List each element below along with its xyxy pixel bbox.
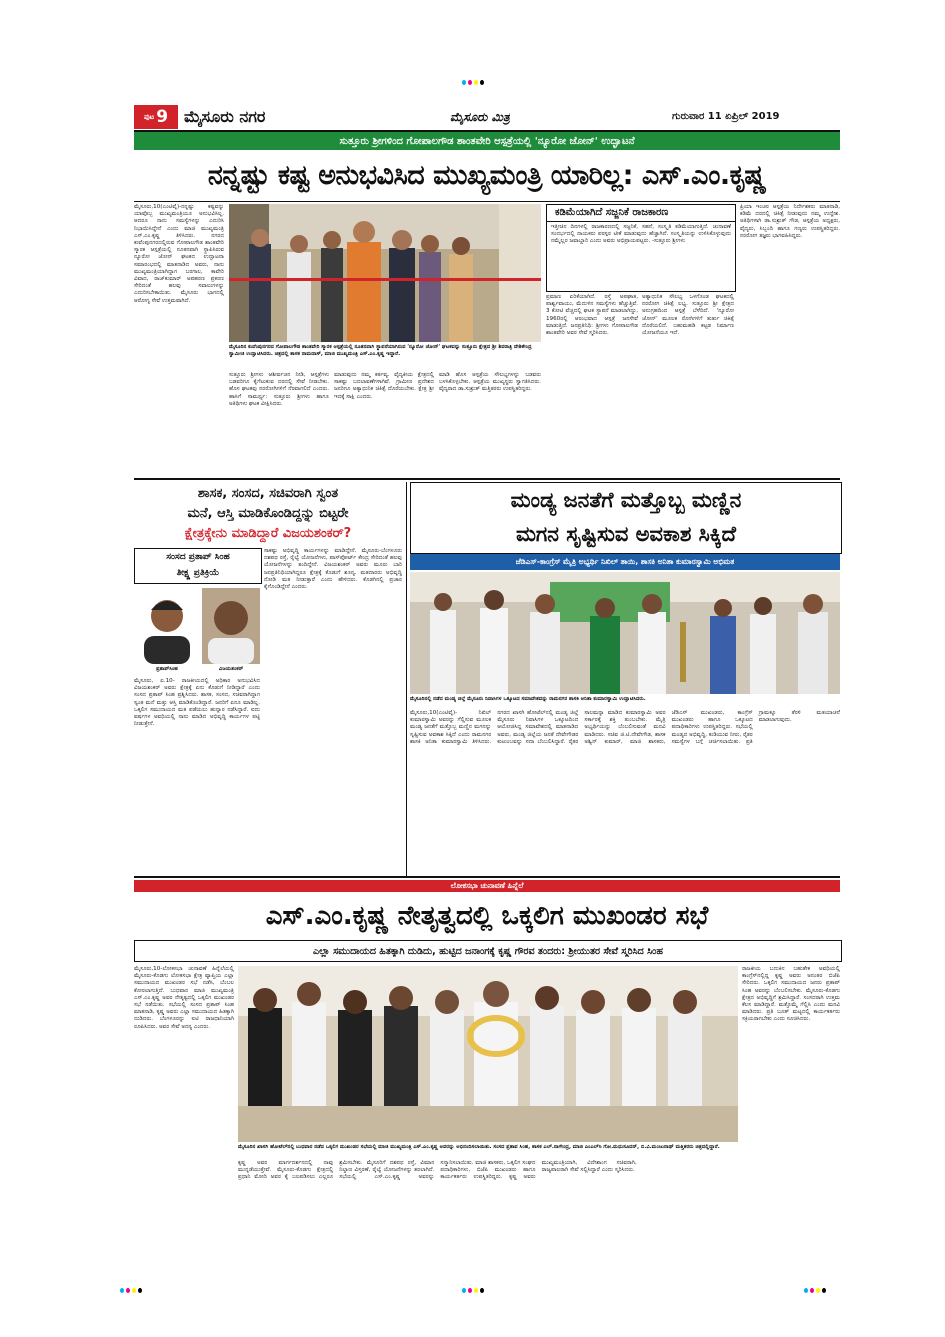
sidebar-box-text: ಇತ್ತೀಚಿನ ದಿನಗಳಲ್ಲಿ ರಾಜಕಾರಣದಲ್ಲಿ ಸಜ್ಜನಿಕೆ, ಸಹನೆ, ಸಂಸ್ಕೃತಿ ಕಡಿಮೆಯಾಗುತ್ತಿದೆ. ಚುನಾವಣೆ ಸಂದರ್ಭದಲ್ಲಿ ನಾಯಕರು ಪರಸ್ಪರ ಟೀಕೆ ಮಾಡುವುದು ಹೆಚ್ಚಾಗಿದೆ. ಸಂಸ್ಕೃತಿಯನ್ನು ಉಳಿಸಿಕೊಳ್ಳುವುದು ನಮ್ಮೆಲ್ಲರ ಜವಾಬ್ದಾರಿ ಎಂದು ಅವರು ಅಭಿಪ್ರಾಯಪಟ್ಟರು. -ಸುತ್ತೂರು ಶ್ರೀಗಳು [551,224,731,245]
story2-headline-line1: ಶಾಸಕ, ಸಂಸದ, ಸಚಿವರಾಗಿ ಸ್ವಂತ [197,486,339,501]
page-number: 9 [156,107,169,127]
registration-mark-right [804,1288,826,1294]
story3-bottom-rule [134,876,840,878]
story4-text-left: ಮೈಸೂರು,10-ಲೋಕಸಭಾ ಚುನಾವಣೆ ಹಿನ್ನೆಲೆಯಲ್ಲಿ ಮೈಸೂರು-ಕೊಡಗು ಲೋಕಸಭಾ ಕ್ಷೇತ್ರ ವ್ಯಾಪ್ತಿಯ ಎಲ್ಲಾ ಸಮುದಾಯದ ಮುಖಂಡರ ಸಭೆ ನಡೆಸಿ, ಬೆಂಬಲ ಕೋರಲಾಗುತ್ತಿದೆ. ಬುಧವಾರ ಮಾಜಿ ಮುಖ್ಯಮಂತ್ರಿ ಎಸ್.ಎಂ.ಕೃಷ್ಣ ಅವರ ನೇತೃತ್ವದಲ್ಲಿ ಒಕ್ಕಲಿಗ ಮುಖಂಡರ ಸಭೆ ನಡೆಯಿತು. ಸಭೆಯಲ್ಲಿ ಸಂಸದ ಪ್ರತಾಪ್ ಸಿಂಹ ಮಾತನಾಡಿ, ಕೃಷ್ಣ ಅವರು ಎಲ್ಲಾ ಸಮುದಾಯದ ಹಿತಕ್ಕಾಗಿ ದುಡಿದರು. ಬೆಂಗಳೂರನ್ನು ಐಟಿ ರಾಜಧಾನಿಯಾಗಿ ರೂಪಿಸಿದರು. ಅವರ ಸೇವೆ ಅನನ್ಯ ಎಂದರು. [134,966,234,1030]
reaction-label-name: ಸಂಸದ ಪ್ರತಾಪ್ ಸಿಂಹ [166,552,230,562]
story1-column-3: ಮಾಡುವುದು ನಮ್ಮ ಕರ್ತವ್ಯ. ವೈದ್ಯಕೀಯ ಕ್ಷೇತ್ರದಲ್ಲಿ ಸಾಕಷ್ಟು ಬದಲಾವಣೆಗಳಾಗಿವೆ. ಗ್ರಾಮೀಣ ಪ್ರದೇಶದ ಜನರಿಗೂ ಅತ್ಯಾಧುನಿಕ ಚಿಕಿತ್ಸೆ ದೊರೆಯಬೇಕು. ಕ್ಷೇತ್ರ ಶ್ರೀ ಇದಕ್ಕೆ ಸಾಕ್ಷಿ ಎಂದರು. [334,372,434,400]
story1-headline: ನನ್ನಷ್ಟು ಕಷ್ಟ ಅನುಭವಿಸಿದ ಮುಖ್ಯಮಂತ್ರಿ ಯಾರಿಲ್ಲ: ಎಸ್.ಎಂ.ಕೃಷ್ಣ [207,160,767,191]
story1-column-4: ಮಾಡಿ ಹೊಸ ಆಸ್ಪತ್ರೆಯ ಸೌಲಭ್ಯಗಳನ್ನು ಬಡವರು ಬಳಸಿಕೊಳ್ಳಬೇಕು. ಆಸ್ಪತ್ರೆಯ ಮುಖ್ಯಸ್ಥರು ಸ್ವಾಗತಿಸಿದರು. ವೈದ್ಯರಾದ ಡಾ.ಸುಶ್ರುತ್ ಮತ್ತಿತರರು ಉಪಸ್ಥಿತರಿದ್ದರು. [439,372,541,393]
story2-headline-line3: ಕ್ಷೇತ್ರಕ್ಕೇನು ಮಾಡಿದ್ದಾರೆ ವಿಜಯಶಂಕರ್? [184,526,352,541]
story3-headline-box [410,482,842,554]
paper-name: ಮೈಸೂರು ಮಿತ್ರ [450,110,510,124]
story4-kicker-band [134,880,840,892]
sidebar-box-title: ಕಡಿಮೆಯಾಗಿದೆ ಸಜ್ಜನಿಕೆ ರಾಜಕಾರಣ [547,205,735,222]
story2-text-right: ಸಾಕಷ್ಟು ಅಭಿವೃದ್ಧಿ ಕಾರ್ಯಗಳನ್ನು ಮಾಡಿದ್ದೇನೆ. ಮೈಸೂರು-ಬೆಂಗಳೂರು ದಶಪಥ ರಸ್ತೆ, ರೈಲ್ವೆ ಯೋಜನೆಗಳು, ಪಾಸ್‌ಪೋರ್ಟ್ ಕೇಂದ್ರ ಸೇರಿದಂತೆ ಹಲವು ಯೋಜನೆಗಳನ್ನು ತಂದಿದ್ದೇನೆ. ವಿಜಯಶಂಕರ್ ಅವರು ಮೂರು ಬಾರಿ ಜನಪ್ರತಿನಿಧಿಯಾಗಿದ್ದರೂ ಕ್ಷೇತ್ರಕ್ಕೆ ಕೊಡುಗೆ ಶೂನ್ಯ. ಮತದಾರರು ಅಭಿವೃದ್ಧಿ ನೋಡಿ ಮತ ನೀಡುತ್ತಾರೆ ಎಂದು ಹೇಳಿದರು. ಕೊಡಗಿನಲ್ಲಿ ಪ್ರಚಾರ ಕೈಗೊಂಡಿದ್ದೇನೆ ಎಂದರು. [264,548,402,591]
story1-column-1: ಮೈಸೂರು,10(ಎಂಟಿವೈ)-ನನ್ನಷ್ಟು ಕಷ್ಟವನ್ನು ಯಾವೊಬ್ಬ ಮುಖ್ಯಮಂತ್ರಿಯೂ ಅನುಭವಿಸಿಲ್ಲ. ಆದರೂ ನಾನು ಸಮಸ್ಯೆಗಳನ್ನು ಎದುರಿಸಿ ನಿಭಾಯಿಸಿದ್ದೇನೆ ಎಂದು ಮಾಜಿ ಮುಖ್ಯಮಂತ್ರಿ ಎಸ್.ಎಂ.ಕೃಷ್ಣ ತಿಳಿಸಿದರು. ನಗರದ ಕುವೆಂಪುನಗರದಲ್ಲಿರುವ ಗೋಪಾಲಗೌಡ ಶಾಂತವೇರಿ ಸ್ಮಾರಕ ಆಸ್ಪತ್ರೆಯಲ್ಲಿ ನೂತನವಾಗಿ ಸ್ಥಾಪಿಸಿರುವ ನ್ಯೂರೋ ಜೋನ್ ಘಟಕದ ಉದ್ಘಾಟನಾ ಸಮಾರಂಭದಲ್ಲಿ ಮಾತನಾಡಿದ ಅವರು, ನಾನು ಮುಖ್ಯಮಂತ್ರಿಯಾಗಿದ್ದಾಗ ಬರಗಾಲ, ಕಾವೇರಿ ವಿವಾದ, ರಾಜ್‌ಕುಮಾರ್ ಅಪಹರಣ ಪ್ರಕರಣ ಸೇರಿದಂತೆ ಹಲವು ಸವಾಲುಗಳನ್ನು ಎದುರಿಸಬೇಕಾಯಿತು. ಮೈಸೂರು ಭಾಗದಲ್ಲಿ ಆರೋಗ್ಯ ಸೇವೆ ಉತ್ತಮವಾಗಿದೆ. [134,204,224,304]
section-title: ಮೈಸೂರು ನಗರ [184,107,266,126]
portrait-vijayashankar [202,588,260,664]
registration-mark-left [120,1288,142,1294]
story4-kicker: ಲೋಕಸಭಾ ಚುನಾವಣೆ ಹಿನ್ನೆಲೆ [450,881,524,890]
story1-column-6: ಅತ್ಯಾಧುನಿಕ ಸೌಲಭ್ಯ ಒಳಗೊಂಡ ಘಟಕದಲ್ಲಿ ನರರೋಗ ಚಿಕಿತ್ಸೆ ಲಭ್ಯ. ಸುತ್ತೂರು ಶ್ರೀ ಕ್ಷೇತ್ರದ ಅನುಗ್ರಹದಿಂದ ಆಸ್ಪತ್ರೆ ಬೆಳೆದಿದೆ. 'ನ್ಯೂರೋ ಜೋನ್' ಮೂಲಕ ರೋಗಿಗಳಿಗೆ ತುರ್ತು ಚಿಕಿತ್ಸೆ ದೊರೆಯಲಿದೆ. ಬಹುಮಹಡಿ ಕಟ್ಟಡ ನಿರ್ಮಾಣ ಯೋಜನೆಯೂ ಇದೆ. [642,294,734,337]
ribbon-cutting-photo [229,204,541,342]
story4-text-bottom: ಕೃಷ್ಣ ಅವರ ಮಾರ್ಗದರ್ಶನದಲ್ಲಿ ನಾವು ಮುನ್ನಡೆಯುತ್ತೇವೆ. ಮೈಸೂರು-ಕೊಡಗು ಕ್ಷೇತ್ರದಲ್ಲಿ ಪ್ರಧಾನಿ ಮೋದಿ ಅವರ ಕೈ ಬಲಪಡಿಸಲು ಎಲ್ಲರೂ ಶ್ರಮಿಸಬೇಕು. ಮೈಸೂರಿಗೆ ದಶಪಥ ರಸ್ತೆ, ವಿಮಾನ ನಿಲ್ದಾಣ ವಿಸ್ತರಣೆ, ರೈಲ್ವೆ ಯೋಜನೆಗಳನ್ನು ತರಲಾಗಿದೆ. ಸಭೆಯಲ್ಲಿ ಎಸ್.ಎಂ.ಕೃಷ್ಣ ಅವರನ್ನು ಸನ್ಮಾನಿಸಲಾಯಿತು. ಮಾಜಿ ಶಾಸಕರು, ಒಕ್ಕಲಿಗ ಸಂಘದ ಪದಾಧಿಕಾರಿಗಳು, ಬಿಜೆಪಿ ಮುಖಂಡರು ಹಾಗೂ ಕಾರ್ಯಕರ್ತರು ಉಪಸ್ಥಿತರಿದ್ದರು. ಕೃಷ್ಣ ಅವರು ಮುಖ್ಯಮಂತ್ರಿಯಾಗಿ, ವಿದೇಶಾಂಗ ಸಚಿವರಾಗಿ, ರಾಜ್ಯಪಾಲರಾಗಿ ಸೇವೆ ಸಲ್ಲಿಸಿದ್ದಾರೆ ಎಂದು ಸ್ಮರಿಸಿದರು. [238,1160,637,1181]
story4-subhead-box [134,940,842,962]
story1-column-2: ಸುತ್ತೂರು ಶ್ರೀಗಳು ಆಶೀರ್ವಚನ ನೀಡಿ, ಆಸ್ಪತ್ರೆಗಳು ಬಡವರಿಗೂ ಕೈಗೆಟುಕುವ ದರದಲ್ಲಿ ಸೇವೆ ನೀಡಬೇಕು. ಹೊಸ ಘಟಕವು ನರರೋಗಿಗಳಿಗೆ ನೆರವಾಗಲಿದೆ ಎಂದರು. ಹಾಸಿಗೆ ಸಾಮರ್ಥ್ಯ: ಸುತ್ತೂರು ಶ್ರೀಗಳು ಹಾಗೂ ಅತಿಥಿಗಳು ಘಟಕ ವೀಕ್ಷಿಸಿದರು. [229,372,329,407]
reaction-label-type: ತೀಕ್ಷ್ಣ ಪ್ರತಿಕ್ರಿಯೆ [176,568,220,578]
story2-reaction-box [134,548,262,584]
story3-caption: ಮೈಸೂರಿನಲ್ಲಿ ನಡೆದ ಮಂಡ್ಯ ಜಿಲ್ಲೆ ಮೈಸೂರು ನಿವಾಸಿಗಳ ಒಕ್ಕೂಟದ ಸಮಾವೇಶವನ್ನು ರಾಮನಗರ ಶಾಸಕಿ ಅನಿತಾ ಕುಮಾರಸ್ವಾಮಿ ಉದ್ಘಾಟಿಸಿದರು. [410,696,646,702]
story2-text-left: ಮೈಸೂರು, ಏ.10- ರಾಜಕೀಯದಲ್ಲಿ ಅಧಿಕಾರ ಅನುಭವಿಸಿದ ವಿಜಯಶಂಕರ್ ಅವರು ಕ್ಷೇತ್ರಕ್ಕೆ ಏನು ಕೊಡುಗೆ ನೀಡಿದ್ದಾರೆ ಎಂದು ಸಂಸದ ಪ್ರತಾಪ್ ಸಿಂಹ ಪ್ರಶ್ನಿಸಿದರು. ಶಾಸಕ, ಸಂಸದ, ಸಚಿವರಾಗಿದ್ದಾಗ ಸ್ವಂತ ಮನೆ ಮತ್ತು ಆಸ್ತಿ ಮಾಡಿಕೊಂಡಿದ್ದಾರೆ. ಜನರಿಗೆ ಏನೂ ಮಾಡಿಲ್ಲ. ಒಕ್ಕಲಿಗ ಸಮುದಾಯದ ಮತ ಪಡೆಯಲು ಹುನ್ನಾರ ನಡೆಸಿದ್ದಾರೆ. ಐದು ವರ್ಷಗಳ ಅವಧಿಯಲ್ಲಿ ನಾನು ಮಾಡಿದ ಅಭಿವೃದ್ಧಿ ಕಾರ್ಯಗಳ ಪಟ್ಟಿ ನೀಡುತ್ತೇನೆ. [134,678,260,728]
story4-subhead: ಎಲ್ಲಾ ಸಮುದಾಯದ ಹಿತಕ್ಕಾಗಿ ದುಡಿದು, ಹುಟ್ಟಿದ ಜನಾಂಗಕ್ಕೆ ಕೃಷ್ಣ ಗೌರವ ತಂದರು: ಶ್ರೀಯುತರ ಸೇವೆ ಸ್ಮರಿಸಿದ ಸಿಂಹ [313,945,663,957]
page-tag-label: ಪುಟ [143,112,155,121]
issue-date: ಗುರುವಾರ 11 ಏಪ್ರಿಲ್ 2019 [672,111,780,122]
story1-column-7: ಪ್ರಿಯಾ ಇಂಚರ ಆಸ್ಪತ್ರೆಯ ನಿರ್ದೇಶಕರು ಮಾತನಾಡಿ, ಕಡಿಮೆ ದರದಲ್ಲಿ ಚಿಕಿತ್ಸೆ ನೀಡುವುದು ನಮ್ಮ ಉದ್ದೇಶ. ಅತಿಥಿಗಳಾಗಿ ಡಾ.ಸುಶ್ರುತ್ ಗೌಡ, ಆಸ್ಪತ್ರೆಯ ಅಧ್ಯಕ್ಷರು, ವೈದ್ಯರು, ಸಿಬ್ಬಂದಿ ಹಾಗೂ ಗಣ್ಯರು ಉಪಸ್ಥಿತರಿದ್ದರು. ನರರೋಗ ತಜ್ಞರು ಭಾಗವಹಿಸಿದ್ದರು. [740,204,840,239]
story1-caption: ಮೈಸೂರಿನ ಕುವೆಂಪುನಗರದ ಗೋಪಾಲಗೌಡ ಶಾಂತವೇರಿ ಸ್ಮಾರಕ ಆಸ್ಪತ್ರೆಯಲ್ಲಿ ನೂತನವಾಗಿ ಸ್ಥಾಪನೆಯಾಗಿರುವ 'ನ್ಯೂರೋ ಜೋನ್' ಘಟಕವನ್ನು ಸುತ್ತೂರು ಕ್ಷೇತ್ರದ ಶ್ರೀ ಶಿವರಾತ್ರಿ ದೇಶಿಕೇಂದ್ರ ಸ್ವಾಮೀಜಿ ಉದ್ಘಾಟಿಸಿದರು. ಚಿತ್ರದಲ್ಲಿ ಶಾಸಕ ರಾಮದಾಸ್, ಮಾಜಿ ಮುಖ್ಯಮಂತ್ರಿ ಎಸ್.ಎಂ.ಕೃಷ್ಣ ಇದ್ದಾರೆ. [229,344,532,357]
pratap-simha-photo [134,588,200,664]
registration-mark-center [462,1288,484,1294]
newspaper-page [112,100,840,1280]
story1-photo [229,204,541,342]
story4-headline: ಎಸ್.ಎಂ.ಕೃಷ್ಣ ನೇತೃತ್ವದಲ್ಲಿ ಒಕ್ಕಲಿಗ ಮುಖಂಡರ ಸಭೆ [265,901,709,931]
story4-caption: ಮೈಸೂರಿನ ಖಾಸಗಿ ಹೋಟೆಲ್‌ನಲ್ಲಿ ಬುಧವಾರ ನಡೆದ ಒಕ್ಕಲಿಗ ಮುಖಂಡರ ಸಭೆಯಲ್ಲಿ ಮಾಜಿ ಮುಖ್ಯಮಂತ್ರಿ ಎಸ್.ಎಂ.ಕೃಷ್ಣ ಅವರನ್ನು ಅಭಿನಂದಿಸಲಾಯಿತು. ಸಂಸದ ಪ್ರತಾಪ ಸಿಂಹ, ಶಾಸಕ ಎಲ್.ನಾಗೇಂದ್ರ, ಮಾಜಿ ಎಂಎಲ್‌ಸಿ ಗೋ.ಮಧುಸೂದನ್, ಬಿ.ವಿ.ಮಂಜುನಾಥ್ ಮತ್ತಿತರರು ಚಿತ್ರದಲ್ಲಿದ್ದಾರೆ. [238,1144,720,1150]
story3-text: ಮೈಸೂರು,10(ಎಂಟಿವೈ)- ನಿಖಿಲ್ ಕುಮಾರಸ್ವಾಮಿ ಅವರನ್ನು ಗೆಲ್ಲಿಸುವ ಮೂಲಕ ಮಂಡ್ಯ ಜನತೆಗೆ ಮತ್ತೊಬ್ಬ ಮಣ್ಣಿನ ಮಗನನ್ನು ಸೃಷ್ಟಿಸುವ ಅವಕಾಶ ಸಿಕ್ಕಿದೆ ಎಂದು ರಾಮನಗರ ಶಾಸಕಿ ಅನಿತಾ ಕುಮಾರಸ್ವಾಮಿ ತಿಳಿಸಿದರು. ನಗರದ ಖಾಸಗಿ ಹೋಟೆಲ್‌ನಲ್ಲಿ ಮಂಡ್ಯ ಜಿಲ್ಲೆ ಮೈಸೂರು ನಿವಾಸಿಗಳ ಒಕ್ಕೂಟದಿಂದ ಆಯೋಜಿಸಿದ್ದ ಸಮಾವೇಶದಲ್ಲಿ ಮಾತನಾಡಿದ ಅವರು, ಮಂಡ್ಯ ಜಿಲ್ಲೆಯ ಜನತೆ ದೇವೇಗೌಡರ ಕುಟುಂಬವನ್ನು ಸದಾ ಬೆಂಬಲಿಸಿದ್ದಾರೆ. ರೈತರ ಸಾಲಮನ್ನಾ ಮಾಡಿದ ಕುಮಾರಸ್ವಾಮಿ ಅವರ ಸರ್ಕಾರಕ್ಕೆ ಶಕ್ತಿ ತುಂಬಬೇಕು. ಮೈತ್ರಿ ಅಭ್ಯರ್ಥಿಯನ್ನು ಬೆಂಬಲಿಸುವಂತೆ ಮನವಿ ಮಾಡಿದರು. ಸಚಿವ ಜಿ.ಟಿ.ದೇವೇಗೌಡ, ಶಾಸಕ ಅಶ್ವಿನ್ ಕುಮಾರ್, ಮಾಜಿ ಶಾಸಕರು, ಜೆಡಿಎಸ್ ಮುಖಂಡರು, ಕಾಂಗ್ರೆಸ್ ಮುಖಂಡರು ಹಾಗೂ ಒಕ್ಕೂಟದ ಪದಾಧಿಕಾರಿಗಳು ಉಪಸ್ಥಿತರಿದ್ದರು. ಸಭೆಯಲ್ಲಿ ಮಂಡ್ಯದ ಅಭಿವೃದ್ಧಿ, ಕುಡಿಯುವ ನೀರು, ರೈತರ ಸಮಸ್ಯೆಗಳ ಬಗ್ಗೆ ಚರ್ಚಿಸಲಾಯಿತು. ಪ್ರತಿ ಗ್ರಾಮಕ್ಕೂ ತೆರಳಿ ಮತಯಾಚನೆ ಮಾಡಲಾಗುವುದು. [410,710,840,745]
story1-column-5: ಪ್ರಮಾಣ ಏರಿಕೆಯಾಗಿದೆ. ರಸ್ತೆ ಅಪಘಾತ, ಪಾರ್ಶ್ವವಾಯು, ಮೆದುಳಿನ ಸಮಸ್ಯೆಗಳು ಹೆಚ್ಚುತ್ತಿವೆ. 3 ಕೋಟಿ ವೆಚ್ಚದಲ್ಲಿ ಘಟಕ ಸ್ಥಾಪನೆ ಮಾಡಲಾಗಿದ್ದು, 1960ರಲ್ಲಿ ಆರಂಭವಾದ ಆಸ್ಪತ್ರೆ ಜನಸೇವೆ ಮಾಡುತ್ತಿದೆ. ಜನಪ್ರತಿನಿಧಿ: ಶ್ರೀಗಳು ಗೋಪಾಲಗೌಡ ಶಾಂತವೇರಿ ಅವರ ಸೇವೆ ಸ್ಮರಿಸಿದರು. [546,294,638,337]
portrait-pratap [134,588,200,664]
story3-photo [410,572,840,694]
story1-headline-rule [134,201,840,202]
story-divider-vertical [406,482,407,876]
felicitation-photo [238,966,738,1142]
story4-photo [238,966,738,1142]
story1-sidebar-box [546,204,736,292]
story3-headline-line1: ಮಂಡ್ಯ ಜನತೆಗೆ ಮತ್ತೊಬ್ಬ ಮಣ್ಣಿನ [510,488,742,512]
vijayashankar-photo [202,588,260,664]
lamp-lighting-photo [410,572,840,694]
story3-headline-line2: ಮಗನ ಸೃಷ್ಟಿಸುವ ಅವಕಾಶ ಸಿಕ್ಕಿದೆ [515,522,737,546]
registration-mark-top [462,80,484,86]
photo-label-vijayashankar: ವಿಜಯಶಂಕರ್ [218,666,244,672]
story1-kicker-band [134,132,840,150]
story2-headline-line2: ಮನೆ, ಆಸ್ತಿ ಮಾಡಿಕೊಂಡಿದ್ದನ್ನು ಬಿಟ್ಟರೇ [187,506,349,521]
story4-text-right: ರಾಜಕೀಯ ಬದುಕಿನ ಬಹುತೇಕ ಅವಧಿಯಲ್ಲಿ ಕಾಂಗ್ರೆಸ್‌ನಲ್ಲಿದ್ದ ಕೃಷ್ಣ ಅವರು ಅನಂತರ ಬಿಜೆಪಿ ಸೇರಿದರು. ಒಕ್ಕಲಿಗ ಸಮುದಾಯದ ಜನರು ಪ್ರತಾಪ್ ಸಿಂಹ ಅವರನ್ನು ಬೆಂಬಲಿಸಬೇಕು. ಮೈಸೂರು-ಕೊಡಗು ಕ್ಷೇತ್ರದ ಅಭಿವೃದ್ಧಿಗೆ ಶ್ರಮಿಸಿದ್ದಾರೆ. ಸಂಸದರಾಗಿ ಉತ್ತಮ ಕೆಲಸ ಮಾಡಿದ್ದಾರೆ. ಮತ್ತೊಮ್ಮೆ ಗೆಲ್ಲಿಸಿ ಎಂದು ಮನವಿ ಮಾಡಿದರು. ಪ್ರತಿ ಬೂತ್ ಮಟ್ಟದಲ್ಲಿ ಕಾರ್ಯಕರ್ತರು ಸಕ್ರಿಯರಾಗಬೇಕು ಎಂದು ಸೂಚಿಸಿದರು. [742,966,840,1023]
story1-kicker: ಸುತ್ತೂರು ಶ್ರೀಗಳಿಂದ ಗೋಪಾಲಗೌಡ ಶಾಂತವೇರಿ ಆಸ್ಪತ್ರೆಯಲ್ಲಿ 'ನ್ಯೂರೋ ಜೋನ್' ಉದ್ಘಾಟನೆ [339,135,635,147]
story3-subhead: ಜೆಡಿಎಸ್-ಕಾಂಗ್ರೆಸ್ ಮೈತ್ರಿ ಅಭ್ಯರ್ಥಿ ನಿಖಿಲ್ ತಾಯಿ, ಶಾಸಕಿ ಅನಿತಾ ಕುಮಾರಸ್ವಾಮಿ ಅಭಿಮತ [515,557,735,566]
page-number-tag [134,105,178,129]
story1-bottom-rule [134,478,840,480]
story3-subhead-band [410,554,840,570]
photo-label-pratap: ಪ್ರತಾಪ್‌ಸಿಂಹ [156,666,178,672]
